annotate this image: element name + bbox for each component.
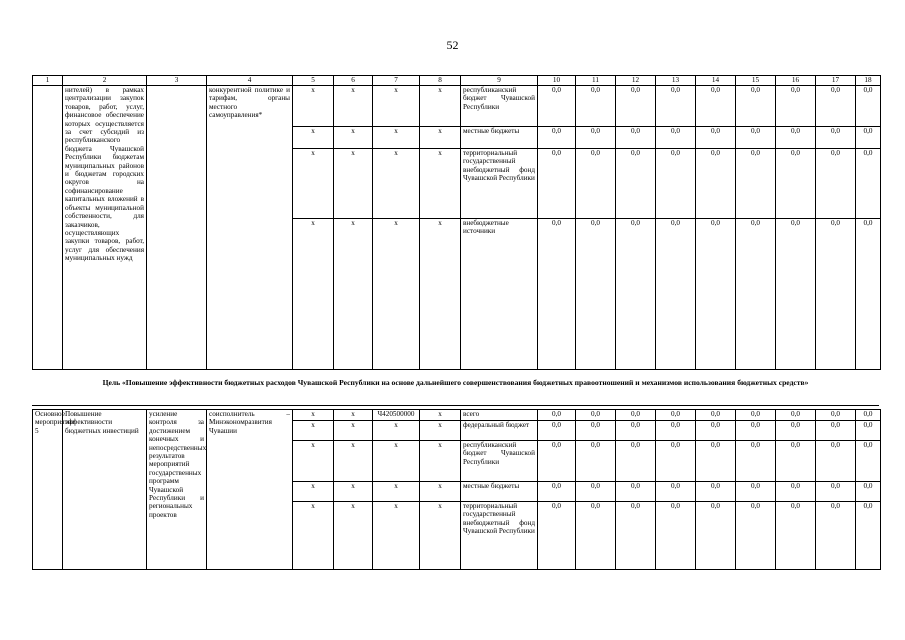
value-cell: 0,0 [856,219,881,370]
code-cell: х [420,421,461,441]
value-cell: 0,0 [736,127,776,149]
activity-number: Основное мероприятие 5 [33,410,63,570]
value-cell: 0,0 [696,502,736,570]
value-cell: 0,0 [696,127,736,149]
activity-description: усиление контроля за достижением конечных и непосредственных результатов мероприятий государственных программ Чувашской Республики и региональных проектов [147,410,207,570]
value-cell: 0,0 [776,149,816,219]
value-cell: 0,0 [816,149,856,219]
funding-source: республиканский бюджет Чувашской Республики [461,441,538,482]
value-cell: 0,0 [616,410,656,421]
program-table-activity-5 [32,409,881,570]
code-cell: х [293,86,334,127]
value-cell: 0,0 [776,482,816,502]
value-cell: 0,0 [576,482,616,502]
value-cell: 0,0 [856,482,881,502]
code-cell: х [373,219,420,370]
goal-heading: Цель «Повышение эффективности бюджетных расходов Чувашской Республики на основе дальнейшего совершенствования бюджетных правоотношений и механизмов использования бюджетных средств» [102,378,809,387]
value-cell: 0,0 [616,482,656,502]
value-cell: 0,0 [776,441,816,482]
value-cell: 0,0 [696,482,736,502]
value-cell: 0,0 [616,149,656,219]
value-cell: 0,0 [538,410,576,421]
page-number: 52 [446,38,459,52]
value-cell: 0,0 [616,502,656,570]
value-cell: 0,0 [776,219,816,370]
value-cell: 0,0 [656,219,696,370]
value-cell: 0,0 [538,421,576,441]
value-cell: 0,0 [576,86,616,127]
value-cell: 0,0 [816,219,856,370]
code-cell: х [334,441,373,482]
value-cell: 0,0 [856,421,881,441]
column-number: 18 [856,76,881,86]
value-cell: 0,0 [576,441,616,482]
value-cell: 0,0 [616,86,656,127]
value-cell: 0,0 [816,441,856,482]
code-cell: х [334,410,373,421]
responsible-executor: конкурентной политике и тарифам, органы местного самоуправления* [207,86,293,370]
value-cell: 0,0 [736,482,776,502]
value-cell: 0,0 [736,421,776,441]
value-cell: 0,0 [736,86,776,127]
column-number: 12 [616,76,656,86]
column-number: 4 [207,76,293,86]
value-cell: 0,0 [576,502,616,570]
funding-source: местные бюджеты [461,127,538,149]
divider [32,405,879,406]
code-cell: х [293,149,334,219]
value-cell: 0,0 [538,502,576,570]
code-cell: х [373,149,420,219]
value-cell: 0,0 [656,502,696,570]
column-number: 2 [63,76,147,86]
code-cell: х [373,86,420,127]
column-number: 14 [696,76,736,86]
empty-cell [33,86,63,370]
funding-source: республиканский бюджет Чувашской Республики [461,86,538,127]
value-cell: 0,0 [856,149,881,219]
value-cell: 0,0 [856,502,881,570]
code-cell: х [420,502,461,570]
code-cell: х [334,502,373,570]
code-cell: х [420,127,461,149]
column-number: 16 [776,76,816,86]
code-cell: х [334,149,373,219]
column-number: 7 [373,76,420,86]
column-number-row [33,76,881,86]
table-row [33,86,881,127]
code-cell: х [293,219,334,370]
column-number: 3 [147,76,207,86]
code-cell: х [334,219,373,370]
funding-source: внебюджетные источники [461,219,538,370]
value-cell: 0,0 [736,441,776,482]
value-cell: 0,0 [696,86,736,127]
activity-title: Повышение эффективности бюджетных инвестиций [63,410,147,570]
value-cell: 0,0 [816,421,856,441]
value-cell: 0,0 [736,410,776,421]
code-cell: х [373,127,420,149]
funding-source: территориальный государственный внебюджетный фонд Чувашской Республики [461,149,538,219]
code-cell: х [293,410,334,421]
value-cell: 0,0 [816,86,856,127]
value-cell: 0,0 [656,421,696,441]
code-cell: х [334,127,373,149]
value-cell: 0,0 [816,410,856,421]
code-cell: х [293,482,334,502]
empty-cell [147,86,207,370]
code-cell: х [420,219,461,370]
value-cell: 0,0 [576,149,616,219]
column-number: 6 [334,76,373,86]
value-cell: 0,0 [776,421,816,441]
value-cell: 0,0 [856,86,881,127]
value-cell: 0,0 [816,127,856,149]
value-cell: 0,0 [656,149,696,219]
value-cell: 0,0 [696,410,736,421]
value-cell: 0,0 [856,441,881,482]
code-cell: х [420,441,461,482]
value-cell: 0,0 [776,86,816,127]
value-cell: 0,0 [538,482,576,502]
value-cell: 0,0 [616,441,656,482]
value-cell: 0,0 [776,127,816,149]
value-cell: 0,0 [538,441,576,482]
value-cell: 0,0 [816,502,856,570]
code-cell: х [373,441,420,482]
value-cell: 0,0 [538,86,576,127]
table-row [33,410,881,421]
code-cell: х [373,421,420,441]
value-cell: 0,0 [656,410,696,421]
value-cell: 0,0 [736,502,776,570]
code-cell: х [293,502,334,570]
value-cell: 0,0 [656,441,696,482]
code-cell: х [334,421,373,441]
code-cell: х [373,502,420,570]
value-cell: 0,0 [656,482,696,502]
code-cell: х [420,482,461,502]
value-cell: 0,0 [576,127,616,149]
funding-source: федеральный бюджет [461,421,538,441]
code-cell: х [420,149,461,219]
column-number: 17 [816,76,856,86]
column-number: 13 [656,76,696,86]
column-number: 5 [293,76,334,86]
code-cell: х [334,86,373,127]
funding-source: всего [461,410,538,421]
code-cell: х [373,482,420,502]
value-cell: 0,0 [776,410,816,421]
funding-source: местные бюджеты [461,482,538,502]
value-cell: 0,0 [696,421,736,441]
code-cell: х [293,441,334,482]
value-cell: 0,0 [656,86,696,127]
value-cell: 0,0 [696,441,736,482]
value-cell: 0,0 [576,219,616,370]
value-cell: 0,0 [736,219,776,370]
value-cell: 0,0 [616,127,656,149]
value-cell: 0,0 [696,149,736,219]
code-cell: х [334,482,373,502]
code-cell: х [420,410,461,421]
value-cell: 0,0 [736,149,776,219]
code-cell: Ч420500000 [373,410,420,421]
column-number: 9 [461,76,538,86]
value-cell: 0,0 [696,219,736,370]
code-cell: х [420,86,461,127]
column-number: 10 [538,76,576,86]
value-cell: 0,0 [576,421,616,441]
value-cell: 0,0 [656,127,696,149]
column-number: 11 [576,76,616,86]
code-cell: х [293,421,334,441]
value-cell: 0,0 [538,149,576,219]
funding-source: территориальный государственный внебюджетный фонд Чувашской Республики [461,502,538,570]
value-cell: 0,0 [856,127,881,149]
column-number: 15 [736,76,776,86]
value-cell: 0,0 [538,127,576,149]
column-number: 8 [420,76,461,86]
column-number: 1 [33,76,63,86]
code-cell: х [293,127,334,149]
value-cell: 0,0 [538,219,576,370]
program-table-continuation [32,75,881,370]
value-cell: 0,0 [816,482,856,502]
value-cell: 0,0 [776,502,816,570]
responsible-executor: соисполнитель – Минэкономразвития Чувашии [207,410,293,570]
value-cell: 0,0 [616,421,656,441]
activity-description: нителей) в рамках централизации закупок товаров, работ, услуг, финансовое обеспечение которых осуществляется за счет субсидий из республиканского бюджета Чувашской Республики бюджетам муниципальных районов и бюджетам городских округов на софинансирование капитальных вложений в объекты муниципальной собственности, для заказчиков, осуществляющих закупки товаров, работ, услуг для обеспечения муниципальных нужд [63,86,147,370]
value-cell: 0,0 [856,410,881,421]
value-cell: 0,0 [616,219,656,370]
value-cell: 0,0 [576,410,616,421]
